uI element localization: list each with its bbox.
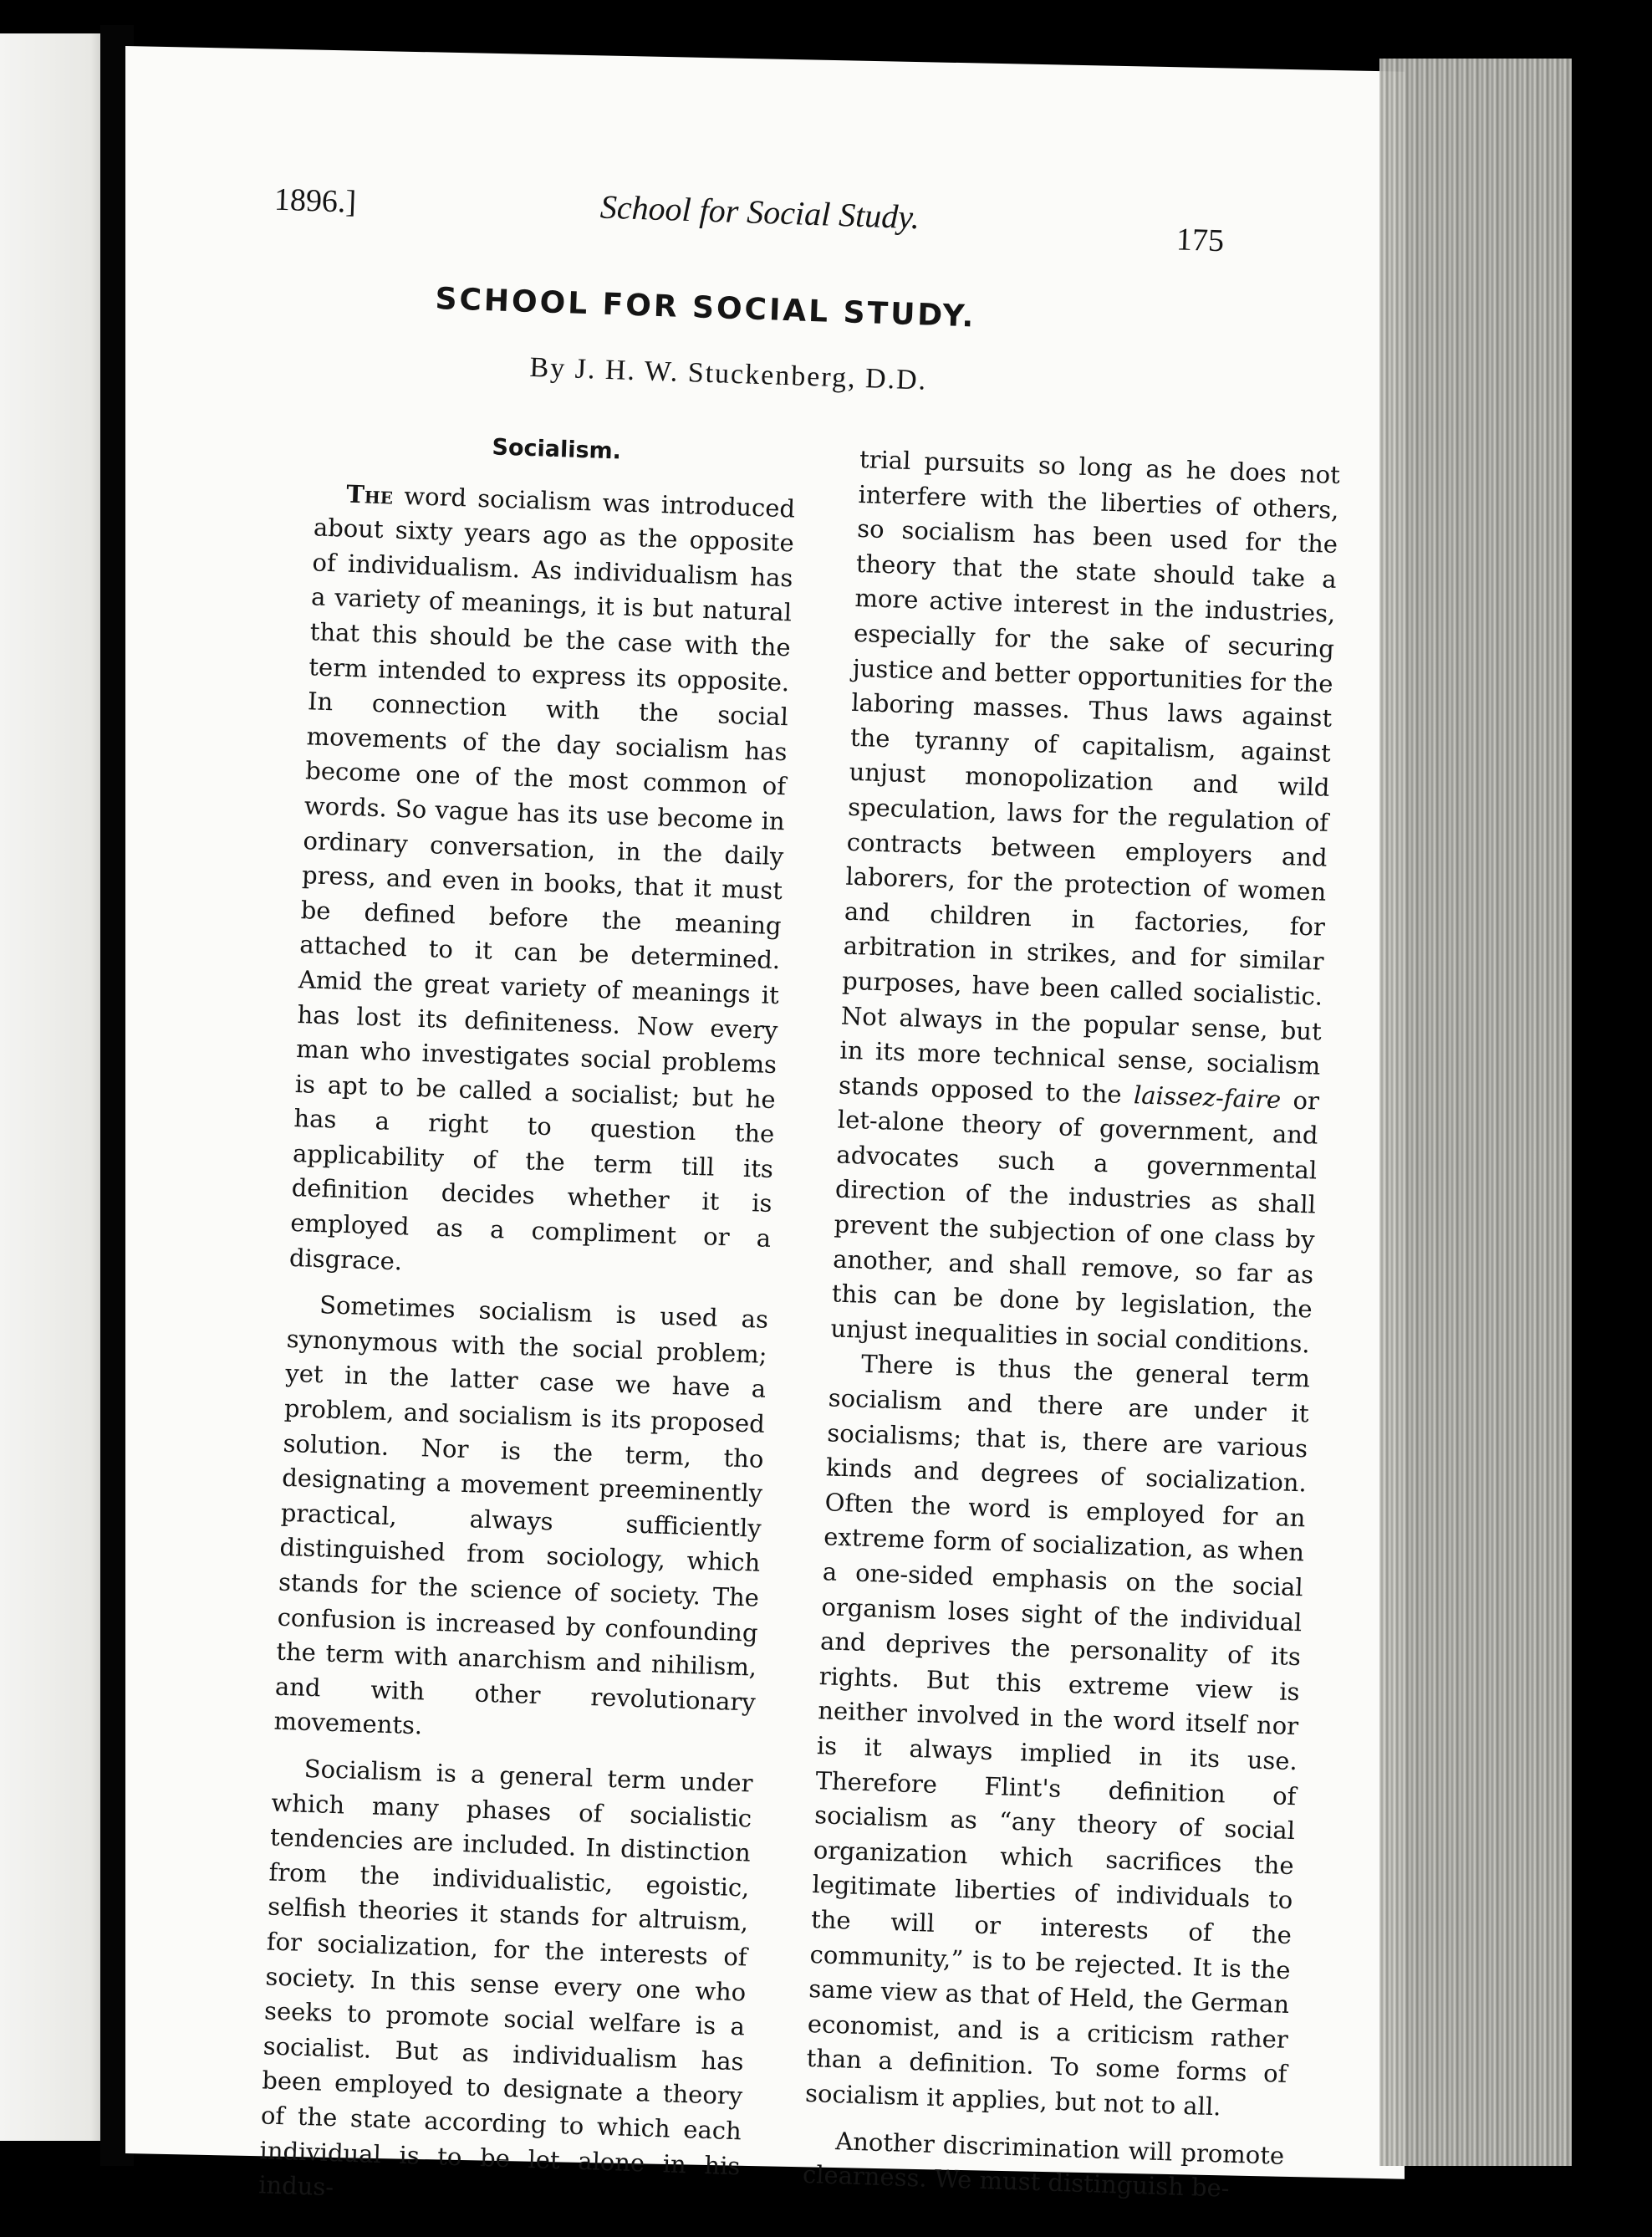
right-paragraph-1-text-b: or let-alone theory of government, and advocates such a governmental direction of the industries as shall prevent the subjection of one class by another, and shall remove, so far as this can be done by legislation, the unjust inequalities in social conditions.	[830, 1085, 1320, 1359]
right-paragraph-1	[830, 442, 1341, 1362]
left-column	[258, 424, 798, 2219]
right-paragraph-1-text-a: trial pursuits so long as he does not interfere with the liberties of others, so socialism has been used for the theory that the state should take a more active interest in the industries, especially for the sake of securing justice and better opportunities for the laboring masses. Thus laws against the tyranny of capitalism, against unjust monopolization and wild speculation, laws for the regulation of contracts between employers and laborers, for the protection of women and children in factories, for arbitration in strikes, and for similar purposes, have been called socialistic. Not always in the popular sense, but in its more technical sense, socialism stands opposed to the	[838, 444, 1341, 1109]
article-byline: By J. H. W. Stuckenberg, D.D.	[528, 351, 928, 396]
right-paragraph-2: There is thus the general term socialism and there are under it socialisms; that is, there are various kinds and degrees of socialization. Often the word is employed for an extreme form of socialization, as when a one-sided emphasis on the social organism loses sight of the individual and deprives the personality of its rights. But this extreme view is neither involved in the word itself nor is it always implied in its use. Therefore Flint's definition of socialism as “any theory of social organization which sacrifices the legitimate liberties of individuals to the will or interests of the community,” is to be rejected. It is the same view as that of Held, the German economist, and is a criticism rather than a definition. To some forms of socialism it applies, but not to all.	[804, 1350, 1311, 2122]
left-paragraph-1	[288, 476, 795, 1291]
left-paragraph-1-text: word socialism was introduced about sixty years ago as the opposite of individualism. As individualism has a variety of meanings, it is but natural that this should be the case with the term intended to express its opposite. In connection with the social movements of the day socialism has become one of the most common of words. So vague has its use become in ordinary conversation, in the daily press, and even in books, that it must be defined before the meaning attached to it can be determined. Amid the great variety of meanings it has lost its definiteness. Now every man who investigates social problems is apt to be called a socialist; but he has a right to question the applicability of the term till its definition decides whether it is employed as a compliment or a disgrace.	[288, 481, 796, 1276]
drop-word: The	[345, 479, 394, 510]
scan-mark	[241, 0, 243, 18]
left-paragraph-2: Sometimes socialism is used as synonymous with the social problem; yet in the latter case we have a problem, and socialism is its proposed solution. Nor is the term, tho designating a movement preeminently practical, always sufficiently distinguished from sociology, which stands for the science of society. The confusion is increased by confounding the term with anarchism and nihilism, and with other revolutionary movements.	[273, 1290, 769, 1740]
article-title: SCHOOL FOR SOCIAL STUDY.	[434, 282, 977, 335]
section-heading: Socialism.	[492, 434, 622, 465]
page-text-block	[70, 146, 1341, 2203]
running-head-title: School for Social Study.	[599, 187, 920, 237]
page-fore-edge	[1379, 59, 1597, 2166]
running-head-year: 1896.]	[273, 181, 357, 220]
italic-term: laissez-faire	[1133, 1080, 1282, 1114]
page-number: 175	[1175, 222, 1225, 259]
right-column	[802, 442, 1340, 2209]
right-paragraph-3: Another discrimination will promote clearness. We must distinguish be-	[802, 2126, 1285, 2203]
scan-background-right	[1572, 50, 1652, 2181]
left-paragraph-3: Socialism is a general term under which many phases of socialistic tendencies are included. In distinction from the individualistic, egoistic, selfish theories it stands for altruism, for socialization, for the interests of society. In this sense every one who seeks to promote social welfare is a socialist. But as individualism has been employed to designate a theory of the state according to which each individual is to be let alone in his indus-	[257, 1754, 754, 2202]
